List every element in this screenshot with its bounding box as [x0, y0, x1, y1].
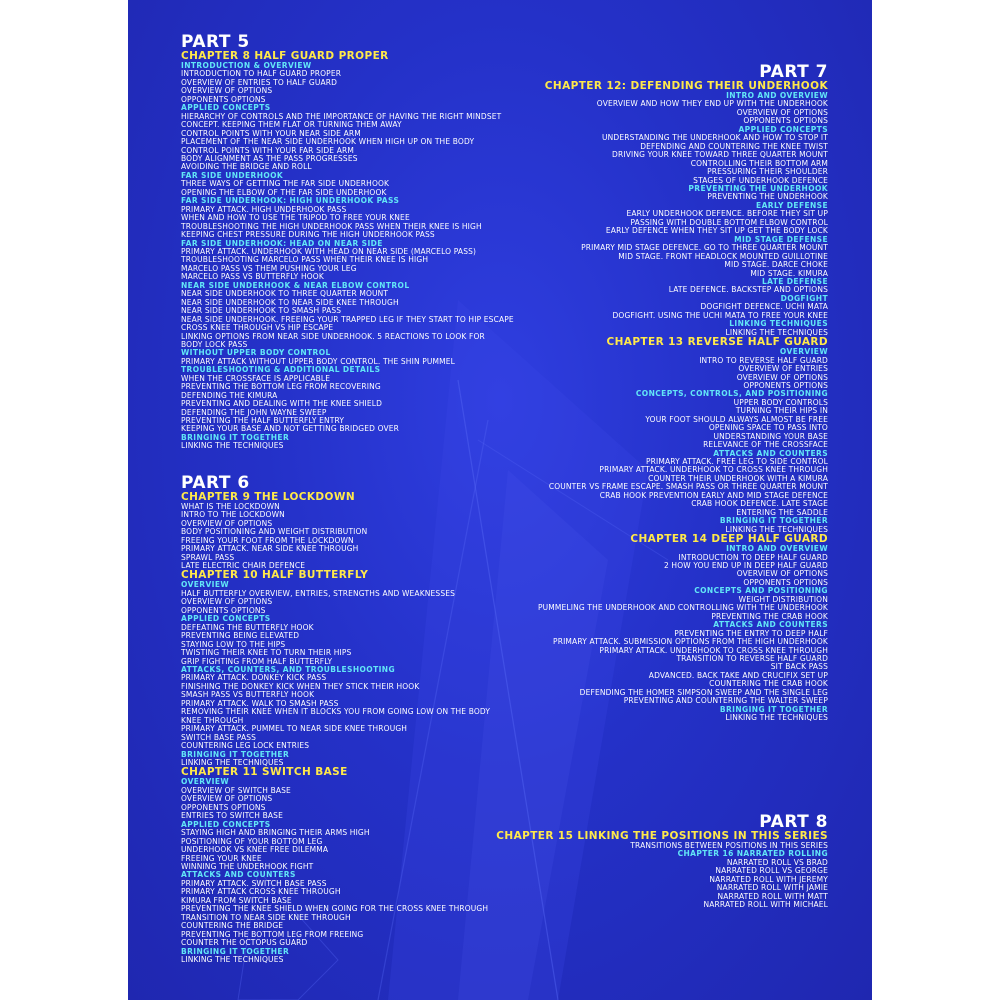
section-heading: BRINGING IT TOGETHER: [719, 704, 828, 714]
lesson-item: MID STAGE. DARCE CHOKE: [724, 260, 828, 270]
section-heading: WITHOUT UPPER BODY CONTROL: [181, 348, 331, 358]
lesson-item: PREVENTING BEING ELEVATED: [181, 631, 300, 641]
lesson-item: 2 HOW YOU END UP IN DEEP HALF GUARD: [663, 561, 828, 571]
part-title: PART 7: [759, 62, 828, 82]
lesson-item: UNDERHOOK VS KNEE FREE DILEMMA: [181, 845, 329, 855]
section-heading: INTRO AND OVERVIEW: [726, 544, 828, 554]
lesson-item: OVERVIEW OF OPTIONS: [181, 518, 273, 528]
lesson-item: DEFENDING THE JOHN WAYNE SWEEP: [181, 407, 327, 417]
lesson-item: PRIMARY ATTACK WITHOUT UPPER BODY CONTROL. THE SHIN PUMMEL: [181, 356, 456, 366]
lesson-item: NARRATED ROLL WITH MICHAEL: [703, 900, 828, 910]
lesson-item: PRIMARY ATTACK. HIGH UNDERHOOK PASS: [181, 204, 347, 214]
lesson-item: DEFENDING THE HOMER SIMPSON SWEEP AND THE SINGLE LEG: [579, 687, 828, 697]
section-heading: NEAR SIDE UNDERHOOK & NEAR ELBOW CONTROL: [181, 280, 410, 290]
section-heading: OVERVIEW: [181, 777, 230, 787]
lesson-item: OVERVIEW OF OPTIONS: [181, 86, 273, 96]
chapter-title: CHAPTER 11 SWITCH BASE: [181, 766, 348, 779]
section-heading: ATTACKS AND COUNTERS: [713, 620, 828, 630]
lesson-item: PRIMARY MID STAGE DEFENCE. GO TO THREE QUARTER MOUNT: [581, 243, 828, 253]
section-heading: FAR SIDE UNDERHOOK: HEAD ON NEAR SIDE: [181, 238, 383, 248]
lesson-item: PREVENTING THE BOTTOM LEG FROM RECOVERING: [181, 382, 381, 392]
chapter-block: [468, 337, 828, 534]
lesson-item: CROSS KNEE THROUGH VS HIP ESCAPE: [181, 323, 334, 333]
lesson-item: NARRATED ROLL WITH JEREMY: [709, 874, 828, 884]
lesson-item: DEFENDING AND COUNTERING THE KNEE TWIST: [640, 141, 828, 151]
lesson-item: PRIMARY ATTACK. SWITCH BASE PASS: [181, 878, 327, 888]
lesson-item: WHEN AND HOW TO USE THE TRIPOD TO FREE YOUR KNEE: [181, 213, 410, 223]
lesson-item: THREE WAYS OF GETTING THE FAR SIDE UNDERHOOK: [181, 179, 390, 189]
lesson-item: POSITIONING OF YOUR BOTTOM LEG: [181, 836, 323, 846]
chapter-title: CHAPTER 9 THE LOCKDOWN: [181, 490, 356, 503]
lesson-item: UPPER BODY CONTROLS: [733, 397, 828, 407]
section-heading: APPLIED CONCEPTS: [738, 124, 828, 134]
lesson-item: DEFENDING THE KIMURA: [181, 390, 278, 400]
lesson-item: ADVANCED. BACK TAKE AND CRUCIFIX SET UP: [648, 670, 828, 680]
lesson-item: EARLY DEFENCE WHEN THEY SIT UP GET THE BODY LOCK: [605, 226, 828, 236]
lesson-item: OPENING SPACE TO PASS INTO: [708, 423, 828, 433]
lesson-item: NARRATED ROLL WITH MATT: [717, 891, 828, 901]
lesson-item: PLACEMENT OF THE NEAR SIDE UNDERHOOK WHEN HIGH UP ON THE BODY: [181, 137, 475, 147]
lesson-item: FINISHING THE DONKEY KICK WHEN THEY STICK THEIR HOOK: [181, 681, 420, 691]
lesson-item: DOGFIGHT DEFENCE. UCHI MATA: [700, 302, 828, 312]
lesson-item: TWISTING THEIR KNEE TO TURN THEIR HIPS: [181, 648, 352, 658]
lesson-item: SPRAWL PASS: [181, 552, 235, 562]
lesson-item: PRIMARY ATTACK. NEAR SIDE KNEE THROUGH: [181, 544, 359, 554]
lesson-item: LINKING THE TECHNIQUES: [181, 441, 284, 451]
lesson-item: OVERVIEW AND HOW THEY END UP WITH THE UNDERHOOK: [596, 99, 828, 109]
lesson-item: OPPONENTS OPTIONS: [743, 577, 828, 587]
lesson-item: TRANSITIONS BETWEEN POSITIONS IN THIS SERIES: [630, 841, 828, 850]
lesson-item: INTRODUCTION TO HALF GUARD PROPER: [181, 69, 342, 79]
lesson-item: WHAT IS THE LOCKDOWN: [181, 501, 280, 511]
lesson-item: NARRATED ROLL VS GEORGE: [715, 866, 828, 876]
lesson-item: PREVENTING AND COUNTERING THE WALTER SWEEP: [623, 696, 828, 706]
chapter-block: [468, 534, 828, 723]
lesson-item: PRIMARY ATTACK. UNDERHOOK TO CROSS KNEE THROUGH: [599, 465, 828, 475]
lesson-item: LINKING THE TECHNIQUES: [181, 954, 284, 964]
section-heading: ATTACKS AND COUNTERS: [713, 448, 828, 458]
lesson-item: HIERARCHY OF CONTROLS AND THE IMPORTANCE OF HAVING THE RIGHT MINDSET: [181, 111, 502, 121]
lesson-item: WEIGHT DISTRIBUTION: [738, 594, 828, 604]
section-heading: EARLY DEFENSE: [756, 200, 828, 210]
lesson-item: LATE DEFENCE. BACKSTEP AND OPTIONS: [668, 285, 828, 295]
lesson-item: KEEPING CHEST PRESSURE DURING THE HIGH UNDERHOOK PASS: [181, 230, 435, 240]
lesson-item: LINKING OPTIONS FROM NEAR SIDE UNDERHOOK. 5 REACTIONS TO LOOK FOR: [181, 331, 485, 341]
lesson-item: OVERVIEW OF OPTIONS: [736, 107, 828, 117]
lesson-item: UNDERSTANDING YOUR BASE: [713, 431, 828, 441]
lesson-item: COUNTERING THE BRIDGE: [181, 921, 284, 931]
lesson-item: OPENING THE ELBOW OF THE FAR SIDE UNDERHOOK: [181, 187, 387, 197]
lesson-item: PREVENTING THE BOTTOM LEG FROM FREEING: [181, 929, 364, 939]
section-heading: BRINGING IT TOGETHER: [719, 516, 828, 526]
lesson-item: OPPONENTS OPTIONS: [181, 605, 266, 615]
lesson-item: COUNTER VS FRAME ESCAPE. SMASH PASS OR THREE QUARTER MOUNT: [548, 482, 828, 492]
section-heading: CHAPTER 16 NARRATED ROLLING: [677, 849, 828, 859]
section-heading: MID STAGE DEFENSE: [734, 234, 828, 244]
lesson-item: INTRO TO REVERSE HALF GUARD: [699, 355, 828, 365]
lesson-item: TURNING THEIR HIPS IN: [735, 406, 828, 416]
lesson-item: OVERVIEW OF SWITCH BASE: [181, 785, 291, 795]
lesson-item: NEAR SIDE UNDERHOOK TO SMASH PASS: [181, 306, 342, 316]
lesson-item: LATE ELECTRIC CHAIR DEFENCE: [181, 561, 306, 571]
lesson-item: RELEVANCE OF THE CROSSFACE: [703, 440, 828, 450]
lesson-item: SMASH PASS VS BUTTERFLY HOOK: [181, 690, 315, 700]
lesson-item: MARCELO PASS VS BUTTERFLY HOOK: [181, 272, 324, 282]
lesson-item: PRIMARY ATTACK. PUMMEL TO NEAR SIDE KNEE THROUGH: [181, 724, 408, 734]
lesson-item: CRAB HOOK PREVENTION EARLY AND MID STAGE DEFENCE: [599, 490, 828, 500]
section-heading: INTRO AND OVERVIEW: [726, 91, 828, 100]
lesson-item: STAYING LOW TO THE HIPS: [181, 639, 286, 649]
lesson-item: OVERVIEW OF OPTIONS: [736, 372, 828, 382]
lesson-item: LINKING THE TECHNIQUES: [725, 713, 828, 723]
lesson-item: MID STAGE. FRONT HEADLOCK MOUNTED GUILLOTINE: [618, 251, 828, 261]
lesson-item: PRIMARY ATTACK CROSS KNEE THROUGH: [181, 887, 341, 897]
lesson-item: FREEING YOUR FOOT FROM THE LOCKDOWN: [181, 535, 354, 545]
lesson-item: PRIMARY ATTACK. SUBMISSION OPTIONS FROM THE HIGH UNDERHOOK: [553, 637, 828, 647]
lesson-item: HALF BUTTERFLY OVERVIEW, ENTRIES, STRENGTHS AND WEAKNESSES: [181, 588, 456, 598]
lesson-item: LINKING THE TECHNIQUES: [181, 757, 284, 767]
chapter-title: CHAPTER 10 HALF BUTTERFLY: [181, 569, 369, 582]
lesson-item: PREVENTING THE CRAB HOOK: [711, 611, 828, 621]
lesson-item: NEAR SIDE UNDERHOOK. FREEING YOUR TRAPPED LEG IF THEY START TO HIP ESCAPE: [181, 314, 514, 324]
lesson-item: INTRODUCTION TO DEEP HALF GUARD: [678, 552, 828, 562]
lesson-item: KEEPING YOUR BASE AND NOT GETTING BRIDGED OVER: [181, 424, 400, 434]
section-heading: APPLIED CONCEPTS: [181, 819, 271, 829]
lesson-item: OVERVIEW OF ENTRIES: [738, 364, 828, 374]
lesson-item: KNEE THROUGH: [181, 715, 244, 725]
lesson-item: TROUBLESHOOTING THE HIGH UNDERHOOK PASS WHEN THEIR KNEE IS HIGH: [181, 221, 482, 231]
lesson-item: PRESSURING THEIR SHOULDER: [707, 167, 828, 177]
lesson-item: PUMMELING THE UNDERHOOK AND CONTROLLING WITH THE UNDERHOOK: [538, 603, 828, 613]
section-heading: FAR SIDE UNDERHOOK: HIGH UNDERHOOK PASS: [181, 196, 400, 206]
lesson-item: PREVENTING THE UNDERHOOK: [707, 192, 828, 202]
section-heading: BRINGING IT TOGETHER: [181, 432, 290, 442]
lesson-item: COUNTER THE OCTOPUS GUARD: [181, 938, 308, 948]
lesson-item: PREVENTING AND DEALING WITH THE KNEE SHIELD: [181, 399, 383, 409]
lesson-item: FREEING YOUR KNEE: [181, 853, 262, 863]
poster: [128, 0, 872, 1000]
section-heading: APPLIED CONCEPTS: [181, 103, 271, 113]
section-heading: INTRODUCTION & OVERVIEW: [181, 61, 312, 70]
lesson-item: COUNTERING THE CRAB HOOK: [709, 679, 828, 689]
lesson-item: PRIMARY ATTACK. FREE LEG TO SIDE CONTROL: [645, 457, 828, 467]
section-heading: APPLIED CONCEPTS: [181, 614, 271, 624]
lesson-item: STAYING HIGH AND BRINGING THEIR ARMS HIGH: [181, 828, 370, 838]
lesson-item: SWITCH BASE PASS: [181, 732, 257, 742]
section-heading: DOGFIGHT: [780, 293, 828, 303]
chapter-title: CHAPTER 12: DEFENDING THEIR UNDERHOOK: [544, 80, 828, 92]
chapter-title: CHAPTER 14 DEEP HALF GUARD: [630, 533, 828, 546]
lesson-item: WINNING THE UNDERHOOK FIGHT: [181, 861, 314, 871]
section-heading: BRINGING IT TOGETHER: [181, 946, 290, 956]
right-column-bottom: [408, 814, 828, 910]
lesson-item: PASSING WITH DOUBLE BOTTOM ELBOW CONTROL: [630, 217, 828, 227]
lesson-item: INTRO TO THE LOCKDOWN: [181, 510, 285, 520]
lesson-item: LINKING THE TECHNIQUES: [725, 327, 828, 337]
lesson-item: NEAR SIDE UNDERHOOK TO THREE QUARTER MOUNT: [181, 289, 389, 299]
section-heading: LINKING TECHNIQUES: [729, 319, 828, 329]
lesson-item: EARLY UNDERHOOK DEFENCE. BEFORE THEY SIT UP: [626, 209, 828, 219]
chapter-title: CHAPTER 15 LINKING THE POSITIONS IN THIS SERIES: [496, 830, 828, 842]
lesson-item: STAGES OF UNDERHOOK DEFENCE: [693, 175, 828, 185]
lesson-item: PRIMARY ATTACK. UNDERHOOK WITH HEAD ON NEAR SIDE (MARCELO PASS): [181, 246, 477, 256]
lesson-item: PRIMARY ATTACK. UNDERHOOK TO CROSS KNEE THROUGH: [599, 645, 828, 655]
lesson-item: CONTROL POINTS WITH YOUR FAR SIDE ARM: [181, 145, 354, 155]
lesson-item: OVERVIEW OF ENTRIES TO HALF GUARD: [181, 77, 338, 87]
section-heading: FAR SIDE UNDERHOOK: [181, 170, 284, 180]
lesson-item: PRIMARY ATTACK. DONKEY KICK PASS: [181, 673, 327, 683]
chapter-title: CHAPTER 8 HALF GUARD PROPER: [181, 50, 389, 62]
right-column: [468, 64, 828, 723]
lesson-item: TRANSITION TO REVERSE HALF GUARD: [676, 654, 828, 663]
lesson-item: OVERVIEW OF OPTIONS: [736, 569, 828, 579]
lesson-item: REMOVING THEIR KNEE WHEN IT BLOCKS YOU FROM GOING LOW ON THE BODY: [181, 707, 491, 717]
lesson-item: OPPONENTS OPTIONS: [743, 380, 828, 390]
section-heading: OVERVIEW: [181, 580, 230, 590]
lesson-item: DEFEATING THE BUTTERFLY HOOK: [181, 622, 314, 632]
lesson-item: CONCEPT. KEEPING THEM FLAT OR TURNING THEM AWAY: [181, 120, 402, 130]
lesson-item: TRANSITION TO NEAR SIDE KNEE THROUGH: [181, 912, 351, 922]
lesson-item: PRIMARY ATTACK. WALK TO SMASH PASS: [181, 698, 339, 708]
lesson-item: NARRATED ROLL VS BRAD: [726, 857, 828, 867]
lesson-item: ENTERING THE SADDLE: [736, 507, 828, 517]
lesson-item: YOUR FOOT SHOULD ALWAYS ALMOST BE FREE: [645, 414, 828, 424]
lesson-item: GRIP FIGHTING FROM HALF BUTTERFLY: [181, 656, 333, 666]
lesson-item: UNDERSTANDING THE UNDERHOOK AND HOW TO STOP IT: [602, 133, 828, 143]
chapter-title: CHAPTER 13 REVERSE HALF GUARD: [606, 336, 828, 349]
lesson-item: NARRATED ROLL WITH JAMIE: [716, 883, 828, 893]
lesson-item: COUNTER THEIR UNDERHOOK WITH A KIMURA: [648, 473, 828, 483]
lesson-item: OPPONENTS OPTIONS: [181, 94, 266, 104]
lesson-item: OVERVIEW OF OPTIONS: [181, 794, 273, 804]
lesson-item: NEAR SIDE UNDERHOOK TO NEAR SIDE KNEE THROUGH: [181, 297, 399, 307]
lesson-item: CONTROLLING THEIR BOTTOM ARM: [690, 158, 828, 168]
lesson-item: CRAB HOOK DEFENCE. LATE STAGE: [691, 499, 828, 509]
section-heading: CONCEPTS AND POSITIONING: [694, 586, 828, 596]
section-heading: ATTACKS, COUNTERS, AND TROUBLESHOOTING: [181, 665, 396, 674]
section-heading: PREVENTING THE UNDERHOOK: [688, 183, 828, 193]
part-title: PART 6: [181, 472, 250, 493]
lesson-item: LINKING THE TECHNIQUES: [725, 524, 828, 534]
lesson-item: PREVENTING THE KNEE SHIELD WHEN GOING FOR THE CROSS KNEE THROUGH: [181, 904, 489, 914]
lesson-item: CONTROL POINTS WITH YOUR NEAR SIDE ARM: [181, 128, 361, 138]
part-title: PART 5: [181, 32, 250, 52]
lesson-item: BODY POSITIONING AND WEIGHT DISTRIBUTION: [181, 527, 368, 537]
lesson-item: AVOIDING THE BRIDGE AND ROLL: [181, 162, 312, 172]
section-heading: TROUBLESHOOTING & ADDITIONAL DETAILS: [181, 365, 381, 375]
lesson-item: SIT BACK PASS: [770, 662, 828, 672]
chapter-block: [468, 81, 828, 337]
lesson-item: WHEN THE CROSSFACE IS APPLICABLE: [181, 373, 331, 383]
lesson-item: OVERVIEW OF OPTIONS: [181, 597, 273, 607]
lesson-item: BODY ALIGNMENT AS THE PASS PROGRESSES: [181, 153, 358, 163]
lesson-item: COUNTERING LEG LOCK ENTRIES: [181, 741, 310, 751]
section-heading: BRINGING IT TOGETHER: [181, 749, 290, 759]
part-title: PART 8: [759, 812, 828, 832]
section-heading: CONCEPTS, CONTROLS, AND POSITIONING: [635, 389, 828, 399]
chapter-block: [408, 831, 828, 910]
lesson-item: KIMURA FROM SWITCH BASE: [181, 895, 292, 905]
lesson-item: DRIVING YOUR KNEE TOWARD THREE QUARTER MOUNT: [612, 150, 828, 160]
lesson-item: OPPONENTS OPTIONS: [181, 802, 266, 812]
lesson-item: TROUBLESHOOTING MARCELO PASS WHEN THEIR KNEE IS HIGH: [181, 255, 429, 265]
lesson-item: BODY LOCK PASS: [181, 339, 248, 349]
lesson-item: DOGFIGHT. USING THE UCHI MATA TO FREE YOUR KNEE: [612, 310, 828, 320]
lesson-item: PREVENTING THE ENTRY TO DEEP HALF: [674, 628, 828, 638]
section-heading: OVERVIEW: [779, 347, 828, 357]
section-heading: LATE DEFENSE: [761, 276, 828, 286]
lesson-item: MID STAGE. KIMURA: [750, 268, 828, 278]
lesson-item: PREVENTING THE HALF BUTTERFLY ENTRY: [181, 416, 345, 426]
lesson-item: MARCELO PASS VS THEM PUSHING YOUR LEG: [181, 263, 357, 273]
lesson-item: ENTRIES TO SWITCH BASE: [181, 811, 283, 821]
lesson-item: OPPONENTS OPTIONS: [743, 116, 828, 126]
section-heading: ATTACKS AND COUNTERS: [181, 870, 296, 880]
